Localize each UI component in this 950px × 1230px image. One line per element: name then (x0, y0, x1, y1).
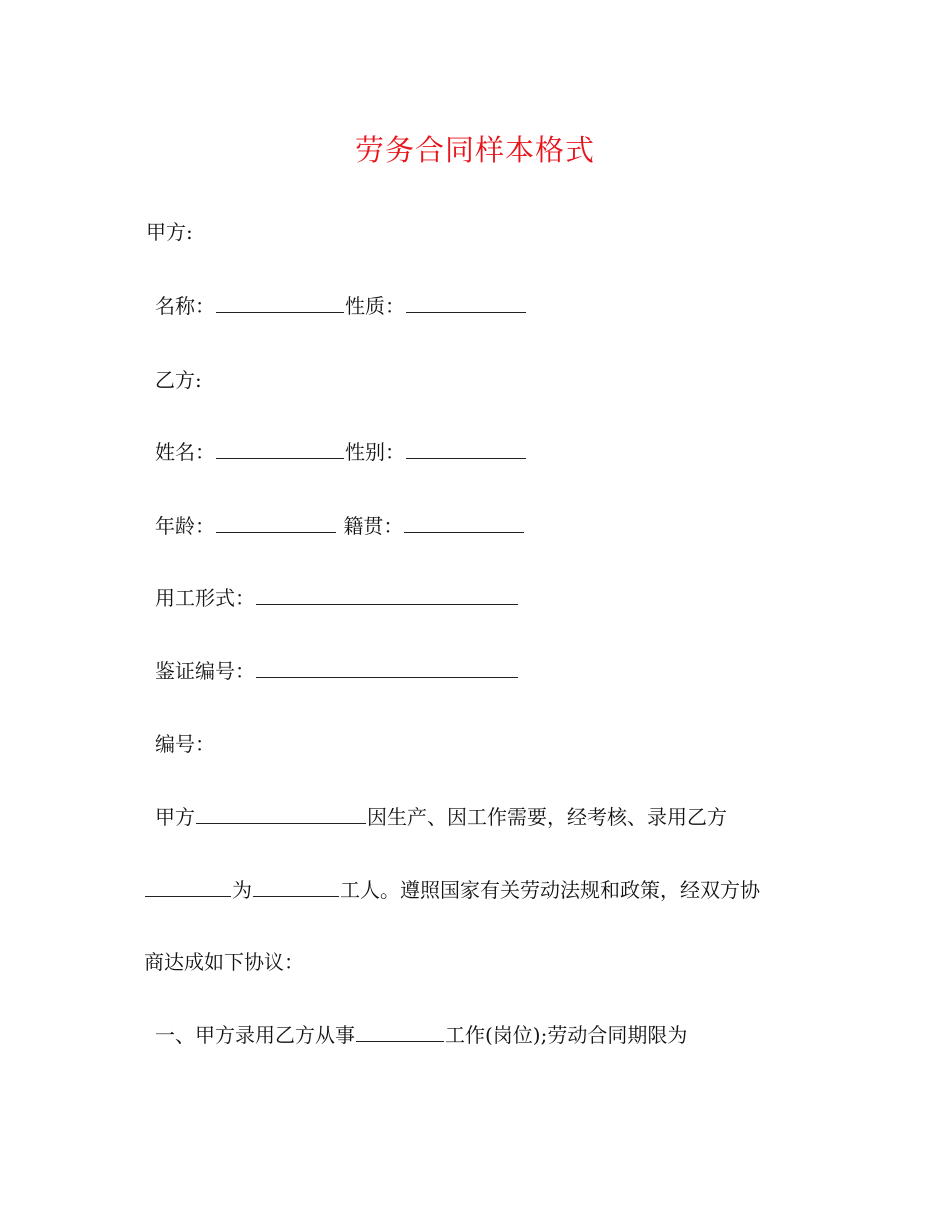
gender-label: 性别： (345, 440, 405, 464)
employment-form-line (155, 584, 519, 612)
clause1-start: 一、甲方录用乙方从事 (155, 1023, 355, 1047)
para1-line3: 商达成如下协议： (144, 950, 304, 974)
party-b-heading-text: 乙方: (155, 368, 202, 392)
party-a-heading (146, 218, 193, 246)
gender-blank[interactable] (406, 440, 526, 459)
nature-label: 性质： (345, 294, 405, 318)
cert-number-line (155, 657, 519, 685)
native-place-blank[interactable] (404, 514, 524, 533)
employment-form-blank[interactable] (256, 586, 518, 605)
name-blank[interactable] (216, 294, 344, 313)
name-label: 名称： (155, 294, 215, 318)
paragraph-1-line-2 (144, 876, 760, 904)
age-native-line (155, 512, 525, 540)
para1-start: 甲方 (155, 805, 195, 829)
person-gender-line (155, 438, 527, 466)
para1-line2-end: 工人。遵照国家有关劳动法规和政策，经双方协 (340, 878, 760, 902)
nature-blank[interactable] (406, 294, 526, 313)
cert-number-blank[interactable] (256, 659, 518, 678)
document-title: 劳务合同样本格式 (354, 133, 595, 167)
clause-1-line (155, 1021, 687, 1049)
number-line (155, 730, 215, 758)
age-label: 年龄： (155, 514, 215, 538)
person-name-blank[interactable] (216, 440, 344, 459)
name-nature-line (155, 292, 527, 320)
person-name-label: 姓名： (155, 440, 215, 464)
employee-blank[interactable] (145, 878, 231, 897)
age-blank[interactable] (216, 514, 336, 533)
job-blank[interactable] (356, 1023, 444, 1042)
native-place-label: 籍贯： (343, 514, 404, 538)
paragraph-1-line-1 (155, 803, 727, 831)
clause1-end: 工作(岗位);劳动合同期限为 (445, 1023, 688, 1047)
number-label: 编号： (155, 732, 215, 756)
employer-blank[interactable] (196, 805, 366, 824)
party-a-heading-text: 甲方: (146, 220, 193, 244)
paragraph-1-line-3 (144, 948, 304, 976)
party-b-heading (155, 366, 202, 394)
employment-form-label: 用工形式： (155, 586, 255, 610)
para1-mid: 因生产、因工作需要，经考核、录用乙方 (367, 805, 727, 829)
para1-line2-mid: 为 (232, 878, 252, 902)
cert-number-label: 鉴证编号： (155, 659, 255, 683)
worker-type-blank[interactable] (253, 878, 339, 897)
